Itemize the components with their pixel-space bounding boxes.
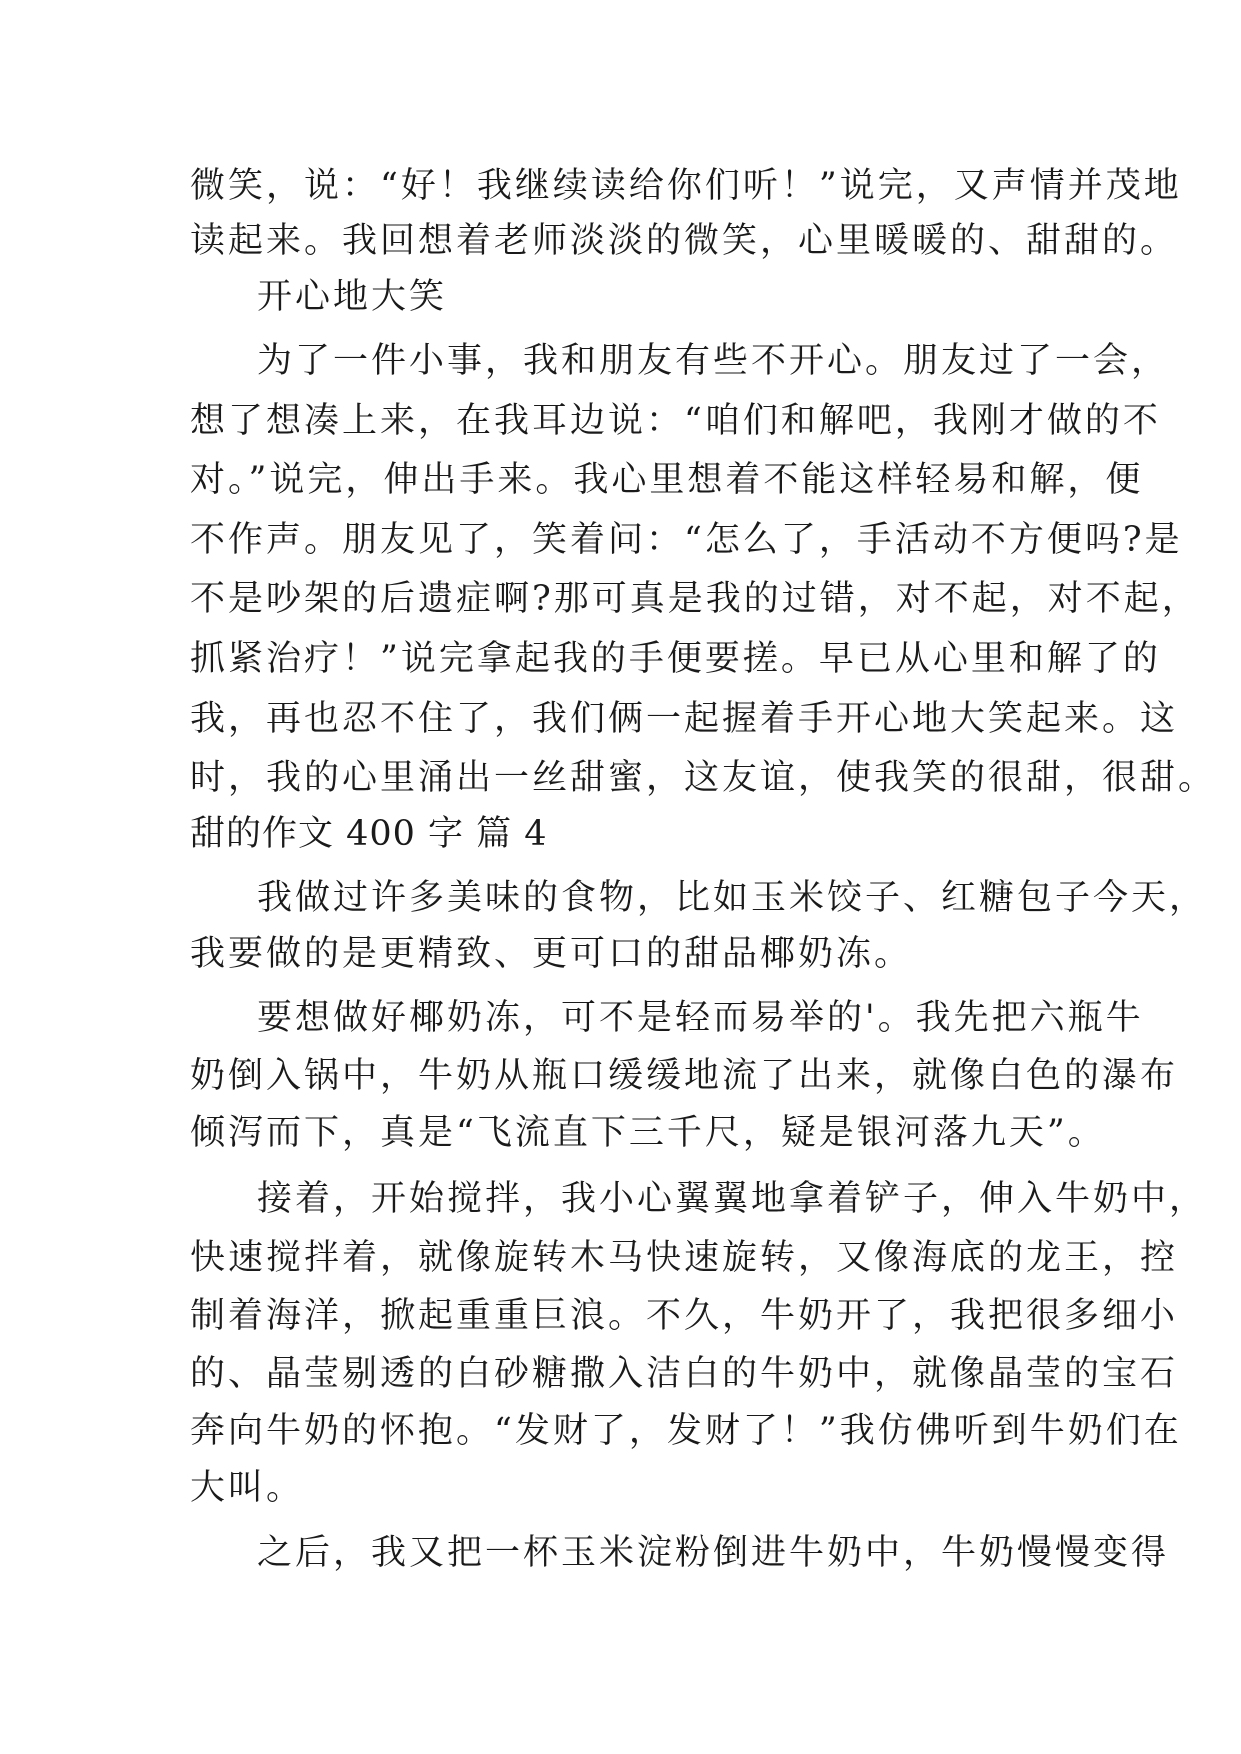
text-line: 不是吵架的后遗症啊?那可真是我的过错，对不起，对不起， — [190, 579, 1200, 619]
text-line: 为了一件小事，我和朋友有些不开心。朋友过了一会， — [257, 341, 1170, 381]
text-line: 倾泻而下，真是“飞流直下三千尺，疑是银河落九天”。 — [190, 1113, 1106, 1153]
text-line: 快速搅拌着，就像旋转木马快速旋转，又像海底的龙王，控 — [190, 1238, 1179, 1278]
text-line: 不作声。朋友见了，笑着问：“怎么了，手活动不方便吗?是 — [190, 520, 1183, 560]
text-line: 我，再也忍不住了，我们俩一起握着手开心地大笑起来。这 — [190, 699, 1179, 739]
text-line: 我做过许多美味的食物，比如玉米饺子、红糖包子今天， — [257, 878, 1208, 918]
text-line: 时，我的心里涌出一丝甜蜜，这友谊，使我笑的很甜，很甜。 — [190, 758, 1217, 798]
text-line: 微笑，说：“好！我继续读给你们听！”说完，又声情并茂地 — [190, 166, 1182, 206]
text-line: 的、晶莹剔透的白砂糖撒入洁白的牛奶中，就像晶莹的宝石 — [190, 1354, 1179, 1394]
text-line: 接着，开始搅拌，我小心翼翼地拿着铲子，伸入牛奶中， — [257, 1179, 1208, 1219]
text-line: 制着海洋，掀起重重巨浪。不久，牛奶开了，我把很多细小 — [190, 1296, 1179, 1336]
text-line: 大叫。 — [190, 1468, 305, 1508]
text-line: 要想做好椰奶冻，可不是轻而易举的'。我先把六瓶牛 — [257, 998, 1144, 1038]
text-line: 奔向牛奶的怀抱。“发财了，发财了！”我仿佛听到牛奶们在 — [190, 1411, 1182, 1451]
section-heading: 开心地大笑 — [257, 277, 448, 317]
text-line: 想了想凑上来，在我耳边说：“咱们和解吧，我刚才做的不 — [190, 401, 1161, 441]
text-line: 我要做的是更精致、更可口的甜品椰奶冻。 — [190, 934, 913, 974]
text-line: 奶倒入锅中，牛奶从瓶口缓缓地流了出来，就像白色的瀑布 — [190, 1056, 1179, 1096]
text-line: 对。”说完，伸出手来。我心里想着不能这样轻易和解，便 — [190, 460, 1144, 500]
article-title: 甜的作文 400 字 篇 4 — [190, 814, 548, 854]
text-line: 抓紧治疗！”说完拿起我的手便要搓。早已从心里和解了的 — [190, 639, 1161, 679]
text-line: 读起来。我回想着老师淡淡的微笑，心里暖暖的、甜甜的。 — [190, 221, 1179, 261]
text-line: 之后，我又把一杯玉米淀粉倒进牛奶中，牛奶慢慢变得 — [257, 1533, 1170, 1573]
